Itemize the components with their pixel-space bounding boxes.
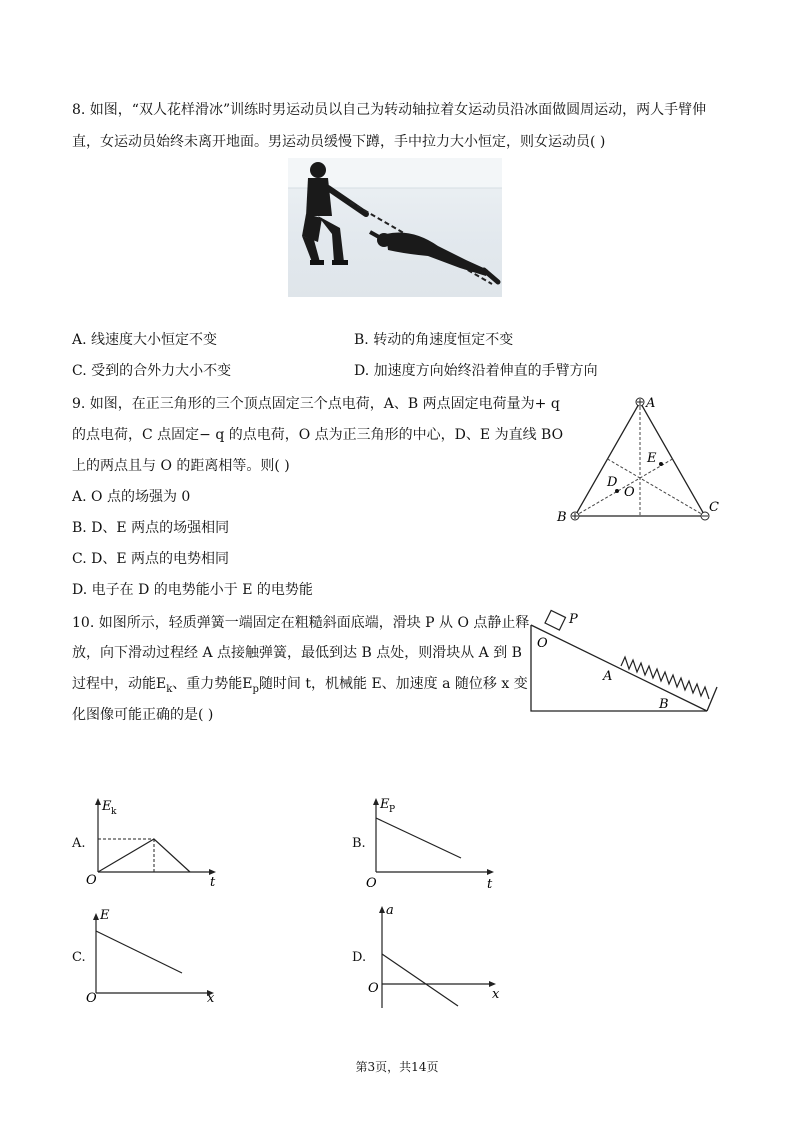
q9-stem-line2: 的点电荷，C 点固定− q 的点电荷，O 点为正三角形的中心，D、E 为直线 BO	[72, 427, 564, 443]
q10-stem-line3: 过程中，动能$E_k$、重力势能$E_p$随时间 t，机械能 E、加速度 a 随位移 x 变	[72, 676, 528, 695]
q8-option-a[interactable]: A. 线速度大小恒定不变	[72, 332, 218, 348]
q10-label-b: B	[659, 697, 669, 712]
q10-graph-c-option[interactable]: C.	[72, 950, 86, 965]
q8-stem-line1: 8. 如图，“双人花样滑冰”训练时男运动员以自己为转动轴拉着女运动员沿冰面做圆周运动，两人手臂伸	[72, 102, 707, 118]
q9-option-c[interactable]: C. D、E 两点的电势相同	[72, 551, 230, 567]
q10-graph-a[interactable]	[82, 792, 227, 892]
q9-label-d: D	[607, 475, 618, 490]
q8-option-b[interactable]: B. 转动的角速度恒定不变	[354, 332, 514, 348]
q10-graph-a-xlabel: t	[210, 875, 216, 890]
q10-graph-c-ylabel: E	[100, 908, 110, 923]
q9-stem-line1: 9. 如图，在正三角形的三个顶点固定三个点电荷，A、B 两点固定电荷量为+ q	[72, 396, 560, 412]
q8-skating-photo	[288, 158, 502, 297]
q9-label-e: E	[647, 451, 657, 466]
q10-graph-a-ylabel: E	[102, 799, 112, 814]
q8-stem-line2: 直，女运动员始终未离开地面。男运动员缓慢下蹲，手中拉力大小恒定，则女运动员( )	[72, 134, 606, 150]
q10-graph-d-xlabel: x	[492, 987, 500, 1002]
q10-graph-a-origin: O	[86, 873, 97, 888]
q10-graph-b-ylabel: E	[380, 797, 390, 812]
q10-graph-b-ysub: P	[389, 805, 396, 815]
q10-stem-line1: 10. 如图所示，轻质弹簧一端固定在粗糙斜面底端，滑块 P 从 O 点静止释	[72, 615, 530, 631]
q9-label-o: O	[624, 485, 635, 500]
q10-graph-c-origin: O	[86, 991, 97, 1003]
q10-stem-line2: 放，向下滑动过程经 A 点接触弹簧，最低到达 B 点处，则滑块从 A 到 B	[72, 645, 522, 661]
q10-label-o: O	[537, 636, 548, 651]
q10-graph-c-xlabel: x	[207, 991, 215, 1003]
q10-stem-line4: 化图像可能正确的是( )	[72, 707, 214, 723]
q8-option-c[interactable]: C. 受到的合外力大小不变	[72, 363, 232, 379]
q10-graph-a-ysub: k	[111, 807, 117, 817]
q10-label-p: P	[569, 612, 578, 627]
q9-stem-line3: 上的两点且与 O 的距离相等。则( )	[72, 458, 290, 474]
q9-triangle-figure	[545, 390, 735, 530]
q10-label-a: A	[603, 669, 613, 684]
q10-graph-b-xlabel: t	[487, 877, 493, 890]
q8-option-d[interactable]: D. 加速度方向始终沿着伸直的手臂方向	[354, 363, 598, 379]
q10-graph-b[interactable]	[362, 790, 507, 890]
q10-graph-d[interactable]	[362, 898, 507, 1013]
q10-graph-c[interactable]	[82, 903, 227, 1003]
q9-label-c: C	[709, 500, 719, 515]
q10-graph-b-origin: O	[366, 876, 377, 890]
q10-graph-d-option[interactable]: D.	[352, 950, 367, 965]
q10-graph-b-option[interactable]: B.	[352, 836, 366, 851]
page-footer: 第3页，共14页	[355, 1060, 439, 1074]
q9-option-a[interactable]: A. O 点的场强为 0	[72, 489, 191, 505]
q9-option-d[interactable]: D. 电子在 D 的电势能小于 E 的电势能	[72, 582, 313, 598]
q9-option-b[interactable]: B. D、E 两点的场强相同	[72, 520, 230, 536]
q10-graph-d-origin: O	[368, 981, 379, 996]
q10-incline-figure	[525, 605, 725, 717]
q9-label-a: A	[646, 396, 656, 411]
q10-graph-d-ylabel: a	[386, 903, 394, 918]
q10-graph-a-option[interactable]: A.	[72, 836, 86, 851]
q9-label-b: B	[557, 510, 567, 525]
